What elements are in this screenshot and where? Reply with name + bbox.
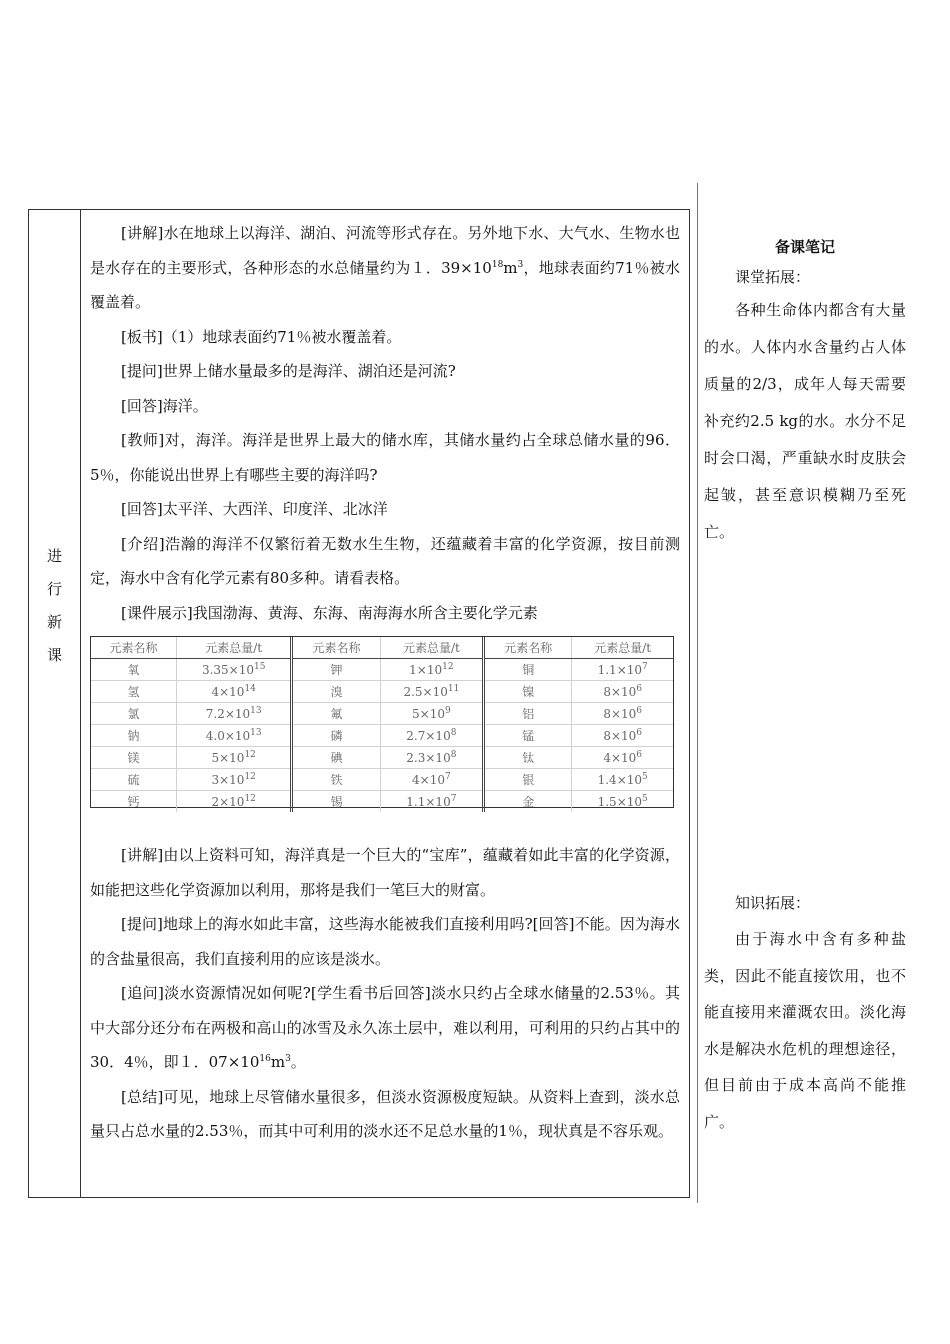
element-name-cell: 氢 <box>91 681 176 703</box>
element-name-cell: 氧 <box>91 659 176 681</box>
notes-knowledge-extension: 由于海水中含有多种盐类，因此不能直接饮用，也不能直接用来灌溉农田。淡化海水是解决水危机的理想途径，但目前由于成本高尚不能推广。 <box>704 930 906 1131</box>
element-amount-cell: $8\times 10^6$ <box>572 725 673 747</box>
table-row <box>91 747 673 769</box>
table-row <box>91 659 673 681</box>
section-label-char: 行 <box>46 580 62 598</box>
element-name-cell: 氯 <box>91 703 176 725</box>
element-name-cell: 溴 <box>292 681 380 703</box>
element-name-cell: 磷 <box>292 725 380 747</box>
table-header-cell: 元素总量/t <box>380 637 484 659</box>
element-amount-cell: $1\times 10^{12}$ <box>380 659 484 681</box>
notes-subtitle-knowledge: 知识拓展： <box>735 894 811 912</box>
element-amount-cell: $4\times 10^6$ <box>572 747 673 769</box>
table-row <box>91 769 673 791</box>
section-label-char: 课 <box>46 646 62 664</box>
paragraph-freshwater: [追问]淡水资源情况如何呢?[学生看书后回答]淡水只约占全球水储量的2.53％。其中大部分还分布在两极和高山的冰雪及永久冻土层中，难以利用，可利用的只约占其中的30．4％，即１．$07\times 10^{16}m^3$。 <box>90 984 680 1071</box>
notes-panel-knowledge <box>704 885 906 1140</box>
section-label <box>29 540 80 672</box>
element-amount-cell: $2.7\times 10^8$ <box>380 725 484 747</box>
element-amount-cell: $2.3\times 10^8$ <box>380 747 484 769</box>
table-header-cell: 元素总量/t <box>572 637 673 659</box>
element-amount-cell: $5\times 10^9$ <box>380 703 484 725</box>
element-amount-cell: $1.5\times 10^5$ <box>597 793 648 809</box>
table-row <box>91 791 673 813</box>
notes-subtitle-class: 课堂拓展： <box>735 268 811 286</box>
element-amount-cell: $3\times 10^{12}$ <box>176 769 291 791</box>
element-table <box>91 637 673 812</box>
element-name-cell: 铝 <box>484 703 572 725</box>
column-divider <box>80 210 81 1197</box>
element-name-cell: 氟 <box>292 703 380 725</box>
element-amount-cell: $5\times 10^{12}$ <box>176 747 291 769</box>
element-amount-cell: $4.0\times 10^{13}$ <box>176 725 291 747</box>
element-name-cell: 钾 <box>292 659 380 681</box>
element-amount-cell: $1.1\times 10^7$ <box>380 791 484 813</box>
table-header-cell: 元素名称 <box>292 637 380 659</box>
element-amount-cell: $7.2\times 10^{13}$ <box>176 703 291 725</box>
element-name-cell: 锰 <box>484 725 572 747</box>
element-amount-cell: $1.1\times 10^7$ <box>572 659 673 681</box>
element-amount-cell: $2.5\times 10^{11}$ <box>380 681 484 703</box>
notes-title: 备课笔记 <box>774 238 835 256</box>
element-amount-cell: $3.35\times 10^{15}$ <box>176 659 291 681</box>
paragraph-teacher: [教师]对，海洋。海洋是世界上最大的储水库，其储水量约占全球总储水量的96．5％，你能说出世界上有哪些主要的海洋吗? <box>90 431 680 484</box>
notes-class-extension: 各种生命体内都含有大量的水。人体内水含量约占人体质量的2/3，成年人每天需要补充约2.5 kg的水。水分不足时会口渴，严重缺水时皮肤会起皱，甚至意识模糊乃至死亡。 <box>704 301 906 541</box>
element-amount-cell: $4\times 10^{14}$ <box>176 681 291 703</box>
lesson-table <box>28 209 690 1198</box>
element-table-box <box>90 636 674 808</box>
paragraph-seawater-question: [提问]地球上的海水如此丰富，这些海水能被我们直接利用吗?[回答]不能。因为海水的含盐量很高，我们直接利用的应该是淡水。 <box>90 915 680 968</box>
element-amount-cell: $8\times 10^6$ <box>572 681 673 703</box>
table-header-row <box>91 637 673 659</box>
section-label-char: 新 <box>46 613 62 631</box>
notes-panel <box>704 232 906 551</box>
table-header-cell: 元素总量/t <box>176 637 291 659</box>
paragraph-introduce: [介绍]浩瀚的海洋不仅繁衍着无数水生生物，还蕴藏着丰富的化学资源，按目前测定，海水中含有化学元素有80多种。请看表格。 <box>90 534 680 587</box>
paragraph-explain-water: [讲解]水在地球上以海洋、湖泊、河流等形式存在。另外地下水、大气水、生物水也是水存在的主要形式，各种形态的水总储量约为１．$39\times 10^{18}m^3$，地球表面约71％被水覆盖着。 <box>90 224 681 311</box>
element-amount-cell: $4\times 10^7$ <box>380 769 484 791</box>
table-header-cell: 元素名称 <box>484 637 572 659</box>
element-amount-cell: $8\times 10^6$ <box>572 703 673 725</box>
element-name-cell: 镁 <box>91 747 176 769</box>
element-amount-cell: $2\times 10^{12}$ <box>176 791 291 813</box>
element-amount-cell: $1.4\times 10^5$ <box>572 769 673 791</box>
paragraph-board: [板书]（1）地球表面约71％被水覆盖着。 <box>121 327 402 346</box>
table-row <box>91 703 673 725</box>
table-row <box>91 681 673 703</box>
element-name-cell: 钠 <box>91 725 176 747</box>
element-name-cell: 锡 <box>292 791 380 813</box>
element-name-cell: 镍 <box>484 681 572 703</box>
paragraph-answer: [回答]海洋。 <box>121 396 208 415</box>
paragraph-answer-oceans: [回答]太平洋、大西洋、印度洋、北冰洋 <box>121 500 388 518</box>
element-name-cell: 碘 <box>292 747 380 769</box>
section-label-char: 进 <box>46 547 62 565</box>
paragraph-question: [提问]世界上储水量最多的是海洋、湖泊还是河流? <box>121 362 456 380</box>
table-row <box>91 725 673 747</box>
paragraph-treasure: [讲解]由以上资料可知，海洋真是一个巨大的“宝库”，蕴藏着如此丰富的化学资源，如能把这些化学资源加以利用，那将是我们一笔巨大的财富。 <box>90 846 680 899</box>
element-name-cell: 硫 <box>91 769 176 791</box>
element-name-cell: 钛 <box>484 747 572 769</box>
element-name-cell: 钙 <box>91 791 176 813</box>
paragraph-summary: [总结]可见，地球上尽管储水量很多，但淡水资源极度短缺。从资料上查到，淡水总量只占总水量的2.53％，而其中可利用的淡水还不足总水量的1％，现状真是不容乐观。 <box>90 1087 680 1140</box>
element-name-cell: 铜 <box>484 659 572 681</box>
paragraph-courseware: [课件展示]我国渤海、黄海、东海、南海海水所含主要化学元素 <box>121 603 538 622</box>
element-name-cell: 银 <box>484 769 572 791</box>
element-name-cell: 铁 <box>292 769 380 791</box>
notes-divider <box>697 183 698 1203</box>
element-name-cell: 金 <box>484 791 572 813</box>
lesson-content <box>90 216 680 1149</box>
table-header-cell: 元素名称 <box>91 637 176 659</box>
